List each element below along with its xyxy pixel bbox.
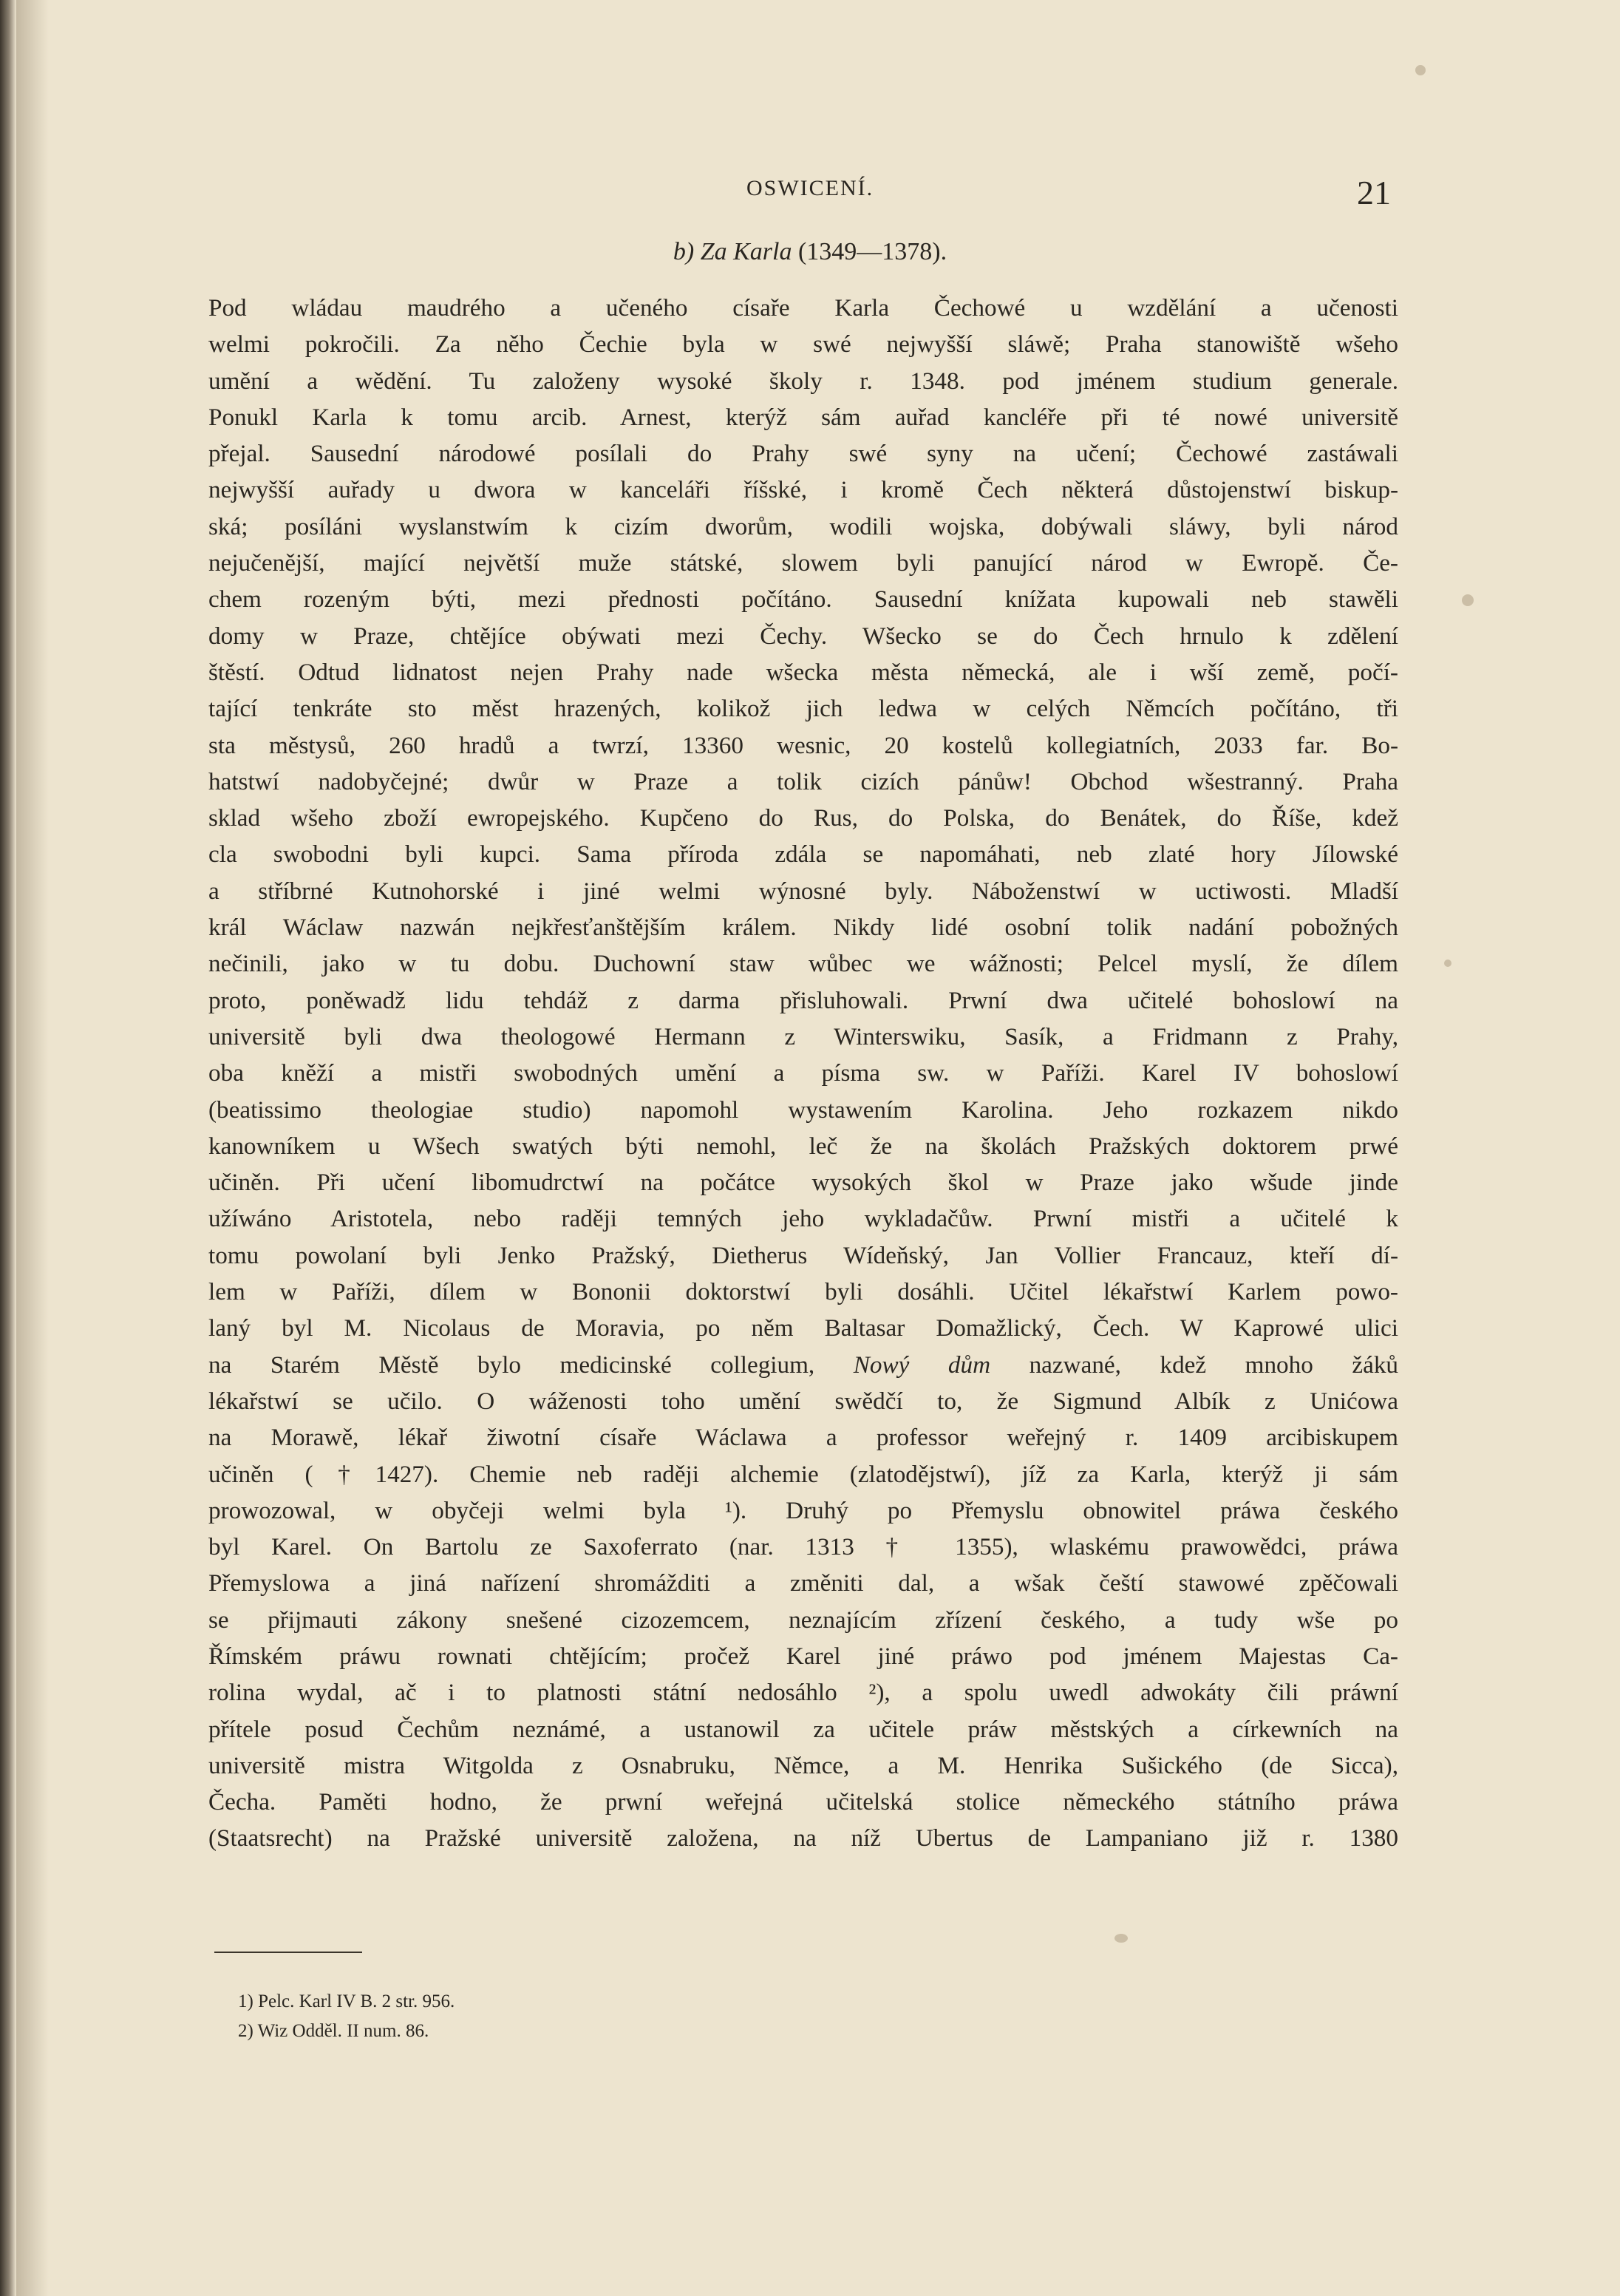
text-line: domy w Praze, chtějíce obýwati mezi Čechy. Wšecko se do Čech hrnulo k zdělení (208, 622, 1398, 650)
text-line: učiněn. Při učení libomudrctwí na počátce wysokých škol w Praze jako wšude jinde (208, 1169, 1398, 1197)
section-title (0, 238, 1620, 266)
text-line: štěstí. Odtud lidnatost nejen Prahy nade wšecka města německá, ale i wší země, počí- (208, 658, 1398, 686)
text-line: sklad wšeho zboží ewropejského. Kupčeno do Rus, do Polska, do Benátek, do Říše, kdež (208, 804, 1398, 832)
text-line: welmi pokročili. Za něho Čechie byla w swé nejwyšší sláwě; Praha stanowiště wšeho (208, 330, 1398, 359)
body-text (208, 290, 1398, 1857)
text-line: universitě mistra Witgolda z Osnabruku, Němce, a M. Henrika Sušického (de Sicca), (208, 1751, 1398, 1779)
text-line: Římském práwu rownati chtějícím; pročež Karel jiné práwo pod jménem Majestas Ca- (208, 1642, 1398, 1670)
paper-fleck (1462, 594, 1474, 606)
text-line: (beatissimo theologiae studio) napomohl wystawením Karolina. Jeho rozkazem nikdo (208, 1096, 1398, 1124)
paper-fleck (1114, 1934, 1128, 1943)
text-line: lékařstwí se učilo. O wáženosti toho umění swědčí to, že Sigmund Albík z Unićowa (208, 1387, 1398, 1415)
page-number: 21 (1357, 174, 1391, 211)
section-label: b) (673, 238, 695, 265)
section-years: (1349—1378). (797, 238, 947, 265)
footnote-rule (214, 1952, 362, 1953)
book-binding-shadow (0, 0, 16, 2296)
text-line: Pod wládau maudrého a učeného císaře Karla Čechowé u wzdělání a učenosti (208, 294, 1398, 322)
text-line: ská; posíláni wyslanstwím k cizím dworům, wodili wojska, dobýwali sláwy, byli národ (208, 512, 1398, 540)
text-line: (Staatsrecht) na Pražské universitě založena, na níž Ubertus de Lampaniano již r. 1380 (208, 1824, 1398, 1852)
text-line: a stříbrné Kutnohorské i jiné welmi wýnosné byly. Náboženstwí w uctiwosti. Mladší (208, 877, 1398, 905)
text-line: cla swobodni byli kupci. Sama příroda zdála se napomáhati, neb zlaté hory Jílowské (208, 840, 1398, 869)
text-line: na Morawě, lékař žiwotní císaře Wáclawa a professor weřejný r. 1409 arcibiskupem (208, 1424, 1398, 1452)
paper-fleck (1444, 960, 1451, 967)
text-line: nejučenější, mající největší muže státské, slowem byli panující národ w Ewropě. Če- (208, 549, 1398, 577)
text-line: nečinili, jako w tu dobu. Duchowní staw wůbec we wážnosti; Pelcel myslí, že dílem (208, 950, 1398, 978)
text-line: Ponukl Karla k tomu arcib. Arnest, kterýž sám auřad kancléře při té nowé universitě (208, 403, 1398, 431)
italic-term: Nowý dům (853, 1351, 991, 1379)
text-line: nejwyšší auřady u dwora w kanceláři říšské, i kromě Čech některá důstojenstwí biskup- (208, 476, 1398, 504)
text-line: proto, poněwadž lidu tehdáž z darma přisluhowali. Prwní dwa učitelé bohoslowí na (208, 986, 1398, 1014)
footnotes (238, 1987, 455, 2046)
text-line: laný byl M. Nicolaus de Moravia, po něm Baltasar Domažlický, Čech. W Kaprowé ulici (208, 1314, 1398, 1342)
page-gutter (16, 0, 49, 2296)
footnote: 2) Wiz Odděl. II num. 86. (238, 2021, 429, 2041)
text-line: na Starém Městě bylo medicinské collegium, Nowý dům nazwané, kdež mnoho žáků (208, 1351, 1398, 1379)
text-line: Čecha. Paměti hodno, že prwní weřejná učitelská stolice německého státního práwa (208, 1788, 1398, 1816)
text-line: hatstwí nadobyčejné; dwůr w Praze a tolik cizích pánůw! Obchod wšestranný. Praha (208, 767, 1398, 795)
text-line: přítele posud Čechům neznámé, a ustanowil za učitele práw městských a církewních na (208, 1715, 1398, 1743)
text-line: chem rozeným býti, mezi přednosti počítáno. Sausední knížata kupowali neb stawěli (208, 585, 1398, 614)
text-line: umění a wědění. Tu založeny wysoké školy r. 1348. pod jménem studium generale. (208, 367, 1398, 395)
footnote: 1) Pelc. Karl IV B. 2 str. 956. (238, 1991, 455, 2011)
text-line: lem w Paříži, dílem w Bononii doktorstwí byli dosáhli. Učitel lékařstwí Karlem powo- (208, 1278, 1398, 1306)
text-line: užíwáno Aristotela, nebo raději temných jeho wykladačůw. Prwní mistři a učitelé k (208, 1205, 1398, 1233)
page-header (0, 169, 1620, 228)
text-line: učiněn (†1427). Chemie neb raději alchemie (zlatodějstwí), jíž za Karla, kterýž ji sám (208, 1460, 1398, 1488)
section-title-italic: Za Karla (700, 238, 792, 265)
text-line: byl Karel. On Bartolu ze Saxoferrato (nar. 1313 † 1355), wlaskému prawowědci, práwa (208, 1533, 1398, 1561)
text-line: sta městysů, 260 hradů a twrzí, 13360 wesnic, 20 kostelů kollegiatních, 2033 far. Bo- (208, 731, 1398, 759)
text-line: oba kněží a mistři swobodných umění a písma sw. w Paříži. Karel IV bohoslowí (208, 1059, 1398, 1087)
text-line: přejal. Sausední národowé posílali do Prahy swé syny na učení; Čechowé zastáwali (208, 440, 1398, 468)
text-line: kanowníkem u Wšech swatých býti nemohl, leč že na školách Pražských doktorem prwé (208, 1132, 1398, 1160)
text-line: se přijmauti zákony snešené cizozemcem, neznajícím zřízení českého, a tudy wše po (208, 1606, 1398, 1634)
text-line: tající tenkráte sto měst hrazených, kolikož jich ledwa w celých Němcích počítáno, tři (208, 695, 1398, 723)
text-line: rolina wydal, ač i to platnosti státní nedosáhlo ²), a spolu uwedl adwokáty čili práwní (208, 1679, 1398, 1707)
text-line: prowozowal, w obyčeji welmi byla ¹). Druhý po Přemyslu obnowitel práwa českého (208, 1496, 1398, 1524)
text-line: universitě byli dwa theologowé Hermann z Winterswiku, Sasík, a Fridmann z Prahy, (208, 1022, 1398, 1050)
running-head: OSWICENÍ. (746, 176, 874, 200)
paper-fleck (1415, 65, 1426, 75)
text-line: Přemyslowa a jiná nařízení shromážditi a změniti dal, a wšak čeští stawowé zpěčowali (208, 1569, 1398, 1597)
text-line: tomu powolaní byli Jenko Pražský, Dietherus Wídeňský, Jan Vollier Francauz, kteří dí- (208, 1241, 1398, 1269)
text-line: král Wáclaw nazwán nejkřesťanštějším králem. Nikdy lidé osobní tolik nadání pobožných (208, 914, 1398, 942)
